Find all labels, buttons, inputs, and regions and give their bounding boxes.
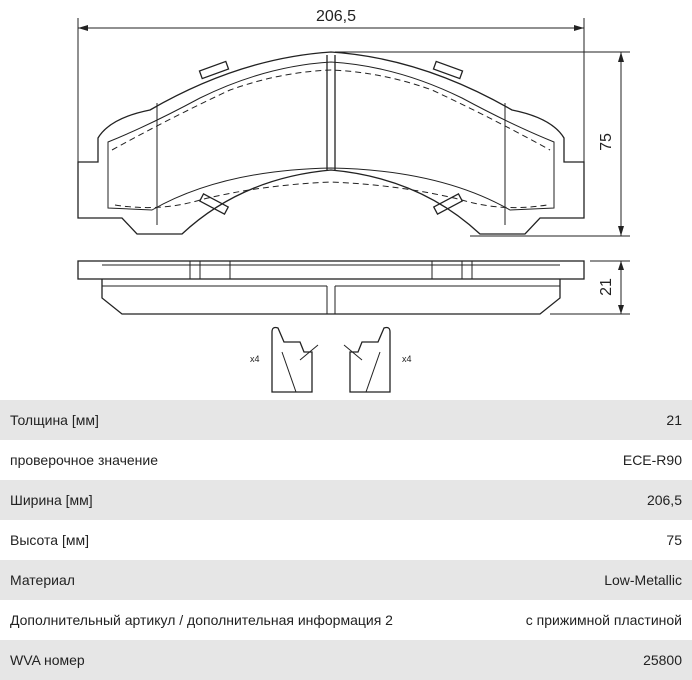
spec-value: 25800 (643, 652, 682, 668)
spec-label: WVA номер (10, 652, 85, 668)
spec-label: Ширина [мм] (10, 492, 93, 508)
spec-row-test-value (0, 440, 692, 480)
width-dimension-label: 206,5 (315, 8, 357, 25)
spec-label: проверочное значение (10, 452, 159, 468)
left-clip-quantity: x4 (250, 354, 260, 364)
spec-value: с прижимной пластиной (525, 612, 682, 628)
spec-value: 75 (666, 532, 682, 548)
spec-value: ECE-R90 (622, 452, 682, 468)
spec-row-material (0, 560, 692, 600)
spec-label: Дополнительный артикул / дополнительная информация 2 (10, 612, 393, 628)
spec-value: 21 (666, 412, 682, 428)
spec-row-width (0, 480, 692, 520)
spec-row-thickness (0, 400, 692, 440)
spec-label: Высота [мм] (10, 532, 89, 548)
spec-label: Толщина [мм] (10, 412, 99, 428)
spec-row-additional-info (0, 600, 692, 640)
right-clip-quantity: x4 (402, 354, 412, 364)
spec-row-height (0, 520, 692, 560)
spec-label: Материал (10, 572, 75, 588)
spec-value: 206,5 (646, 492, 682, 508)
height-dimension-label: 75 (598, 133, 615, 151)
specs-table (0, 400, 692, 680)
spec-value: Low-Metallic (604, 572, 682, 588)
spec-row-wva-number (0, 640, 692, 680)
thickness-dimension-label: 21 (598, 278, 615, 296)
